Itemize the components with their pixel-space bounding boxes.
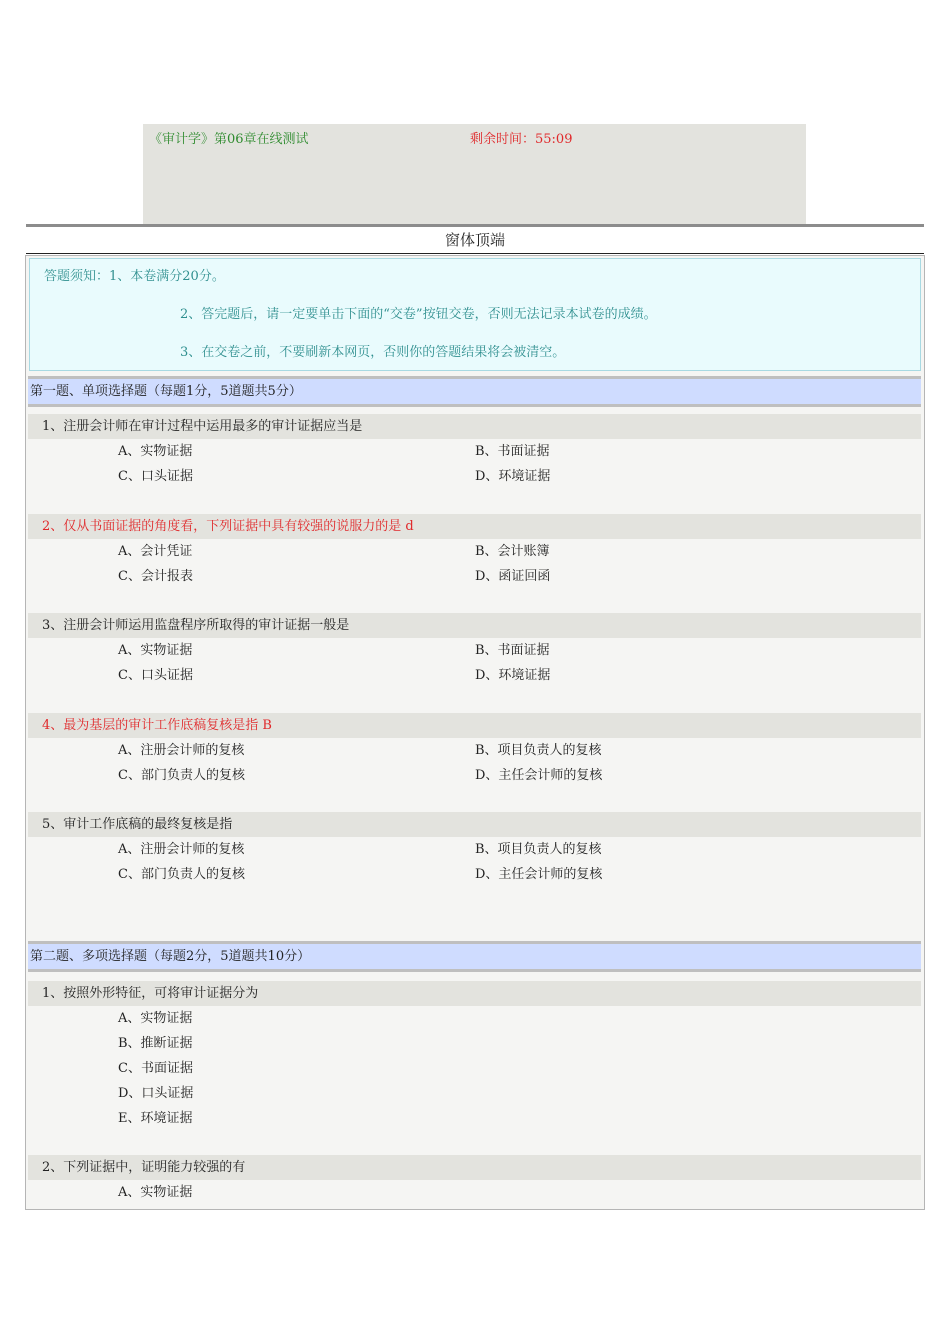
option-b[interactable]: B、推断证据 [118,1036,193,1051]
instruction-line-1: 答题须知：1、本卷满分20分。 [44,269,225,284]
option-c[interactable]: C、书面证据 [118,1061,193,1076]
instructions-box [29,258,921,371]
question-row: 5、审计工作底稿的最终复核是指 [28,812,921,837]
remaining-time: 剩余时间：55:09 [470,132,573,147]
section-single-choice-header: 第一题、单项选择题（每题1分，5道题共5分） [28,376,921,407]
option-a[interactable]: A、实物证据 [118,1185,193,1200]
question-row: 2、仅从书面证据的角度看，下列证据中具有较强的说服力的是 d [28,514,921,539]
instruction-line-2: 2、答完题后，请一定要单击下面的“交卷”按钮交卷，否则无法记录本试卷的成绩。 [180,307,657,322]
question-row: 4、最为基层的审计工作底稿复核是指 B [28,713,921,738]
option-d[interactable]: D、环境证据 [475,668,551,683]
option-b[interactable]: B、会计账簿 [475,544,550,559]
option-d[interactable]: D、函证回函 [475,569,551,584]
option-b[interactable]: B、书面证据 [475,444,550,459]
option-a[interactable]: A、注册会计师的复核 [118,743,245,758]
option-a[interactable]: A、会计凭证 [118,544,193,559]
option-b[interactable]: B、书面证据 [475,643,550,658]
option-b[interactable]: B、项目负责人的复核 [475,842,602,857]
option-d[interactable]: D、主任会计师的复核 [475,867,603,882]
test-title: 《审计学》第06章在线测试 [149,132,309,147]
divider [26,224,924,227]
question-row: 3、注册会计师运用监盘程序所取得的审计证据一般是 [28,613,921,638]
option-c[interactable]: C、部门负责人的复核 [118,768,245,783]
option-a[interactable]: A、实物证据 [118,1011,193,1026]
option-d[interactable]: D、主任会计师的复核 [475,768,603,783]
section-multiple-choice-header: 第二题、多项选择题（每题2分，5道题共10分） [28,941,921,972]
option-d[interactable]: D、环境证据 [475,469,551,484]
option-a[interactable]: A、实物证据 [118,444,193,459]
divider [26,253,924,254]
question-row: 1、按照外形特征，可将审计证据分为 [28,981,921,1006]
option-c[interactable]: C、部门负责人的复核 [118,867,245,882]
option-c[interactable]: C、口头证据 [118,668,193,683]
question-row: 2、下列证据中，证明能力较强的有 [28,1155,921,1180]
test-header [143,124,806,224]
option-d[interactable]: D、口头证据 [118,1086,194,1101]
form-top-label: 窗体顶端 [444,231,505,249]
option-c[interactable]: C、口头证据 [118,469,193,484]
option-a[interactable]: A、注册会计师的复核 [118,842,245,857]
option-b[interactable]: B、项目负责人的复核 [475,743,602,758]
option-a[interactable]: A、实物证据 [118,643,193,658]
question-row: 1、注册会计师在审计过程中运用最多的审计证据应当是 [28,414,921,439]
option-e[interactable]: E、环境证据 [118,1111,193,1126]
option-c[interactable]: C、会计报表 [118,569,193,584]
instruction-line-3: 3、在交卷之前，不要刷新本网页，否则你的答题结果将会被清空。 [180,345,566,360]
